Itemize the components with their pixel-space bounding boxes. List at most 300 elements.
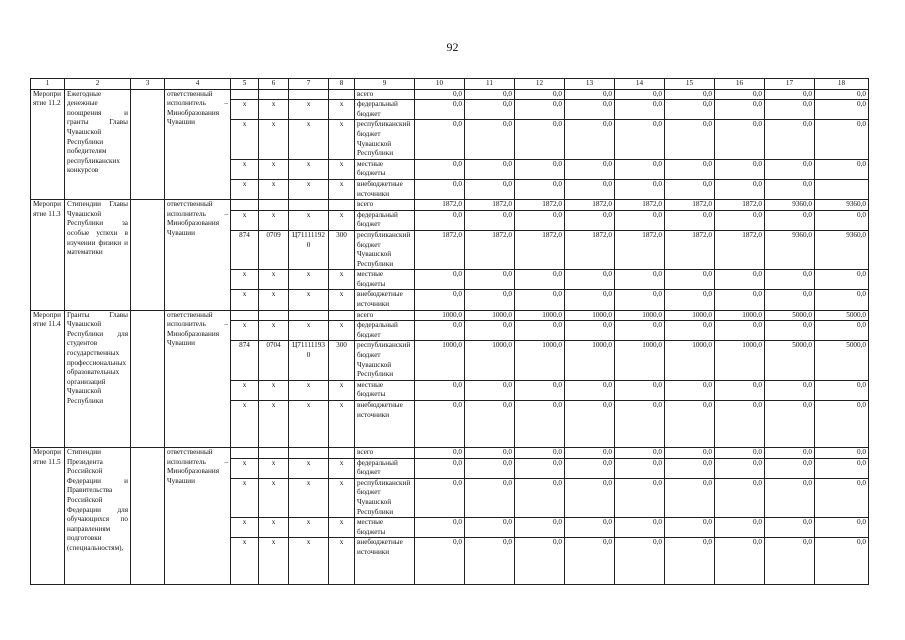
value-cell: 1872,0 [665,200,715,211]
code-cell: x [329,321,355,341]
value-cell: 0,0 [665,120,715,159]
value-cell: 0,0 [415,478,465,517]
column-header: 5 [231,79,259,90]
code-cell: x [231,159,259,179]
source-label: местные бюджеты [355,270,415,290]
source-label: внебюджетные источники [355,179,415,199]
value-cell: 0,0 [765,179,815,199]
value-cell: 0,0 [665,321,715,341]
code-cell: x [329,159,355,179]
value-cell: 0,0 [765,478,815,517]
code-cell: x [289,120,329,159]
value-cell: 0,0 [615,448,665,459]
value-cell: 0,0 [465,448,515,459]
value-cell: 0,0 [465,518,515,538]
value-cell: 1872,0 [415,200,465,211]
value-cell: 0,0 [465,538,515,585]
value-cell: 0,0 [815,270,869,290]
value-cell: 0,0 [565,210,615,230]
value-cell: 1872,0 [665,230,715,269]
code-cell [259,200,289,211]
value-cell: 5000,0 [765,341,815,380]
value-cell: 0,0 [615,321,665,341]
value-cell: 0,0 [515,380,565,400]
value-cell: 0,0 [765,401,815,448]
value-cell: 0,0 [715,518,765,538]
code-cell: x [231,538,259,585]
code-cell: 874 [231,341,259,380]
code-cell: x [231,210,259,230]
value-cell: 0,0 [415,321,465,341]
code-cell: x [231,478,259,517]
value-cell: 0,0 [615,538,665,585]
column-header: 7 [289,79,329,90]
code-cell [329,310,355,321]
code-cell: x [289,179,329,199]
value-cell: 0,0 [415,538,465,585]
code-cell: x [259,210,289,230]
code-cell: x [289,159,329,179]
code-cell: x [231,270,259,290]
code-cell: x [289,290,329,310]
value-cell: 0,0 [615,290,665,310]
value-cell: 0,0 [565,448,615,459]
value-cell: 1000,0 [415,310,465,321]
value-cell: 0,0 [765,518,815,538]
value-cell: 0,0 [565,159,615,179]
value-cell: 0,0 [415,120,465,159]
value-cell: 0,0 [765,89,815,100]
source-label: федеральный бюджет [355,458,415,478]
value-cell: 0,0 [615,159,665,179]
value-cell: 0,0 [765,321,815,341]
source-label: федеральный бюджет [355,210,415,230]
value-cell: 1872,0 [715,230,765,269]
column-header: 10 [415,79,465,90]
value-cell: 9360,0 [815,200,869,211]
value-cell: 0,0 [815,120,869,159]
value-cell: 0,0 [615,120,665,159]
value-cell: 0,0 [465,270,515,290]
value-cell: 0,0 [615,478,665,517]
value-cell: 1872,0 [465,230,515,269]
source-label: внебюджетные источники [355,290,415,310]
code-cell [289,89,329,100]
value-cell: 0,0 [815,290,869,310]
source-label: всего [355,89,415,100]
value-cell: 0,0 [465,100,515,120]
code-cell: x [259,538,289,585]
code-cell: x [259,401,289,448]
code-cell: x [329,270,355,290]
value-cell: 0,0 [665,210,715,230]
value-cell: 0,0 [815,518,869,538]
code-cell: x [289,380,329,400]
value-cell: 1000,0 [715,341,765,380]
column-header: 15 [665,79,715,90]
value-cell: 0,0 [465,179,515,199]
value-cell: 0,0 [665,380,715,400]
value-cell: 0,0 [665,159,715,179]
code-cell: x [259,270,289,290]
value-cell: 0,0 [515,210,565,230]
value-cell: 0,0 [465,380,515,400]
code-cell: x [289,270,329,290]
code-cell: x [289,401,329,448]
code-cell: x [289,321,329,341]
source-label: местные бюджеты [355,159,415,179]
value-cell: 0,0 [515,270,565,290]
code-cell: 300 [329,341,355,380]
code-cell: x [329,120,355,159]
code-cell: 0704 [259,341,289,380]
code-cell: x [231,120,259,159]
value-cell: 0,0 [515,120,565,159]
value-cell: 0,0 [815,448,869,459]
value-cell: 0,0 [815,210,869,230]
value-cell: 0,0 [765,380,815,400]
value-cell: 0,0 [815,458,869,478]
value-cell: 0,0 [765,290,815,310]
value-cell: 0,0 [715,89,765,100]
value-cell: 0,0 [665,100,715,120]
value-cell: 0,0 [715,448,765,459]
code-cell: x [329,380,355,400]
code-cell [259,448,289,459]
value-cell: 0,0 [565,518,615,538]
value-cell: 0,0 [815,321,869,341]
code-cell: x [231,518,259,538]
value-cell: 9360,0 [765,230,815,269]
value-cell: 1000,0 [565,341,615,380]
code-cell: 300 [329,230,355,269]
code-cell: x [231,321,259,341]
code-cell: x [259,458,289,478]
value-cell: 0,0 [415,159,465,179]
value-cell: 1872,0 [615,200,665,211]
value-cell: 0,0 [565,380,615,400]
page-number: 92 [446,40,459,54]
value-cell: 0,0 [665,538,715,585]
value-cell: 0,0 [765,538,815,585]
value-cell: 0,0 [515,321,565,341]
source-label: внебюджетные источники [355,538,415,585]
value-cell: 1000,0 [715,310,765,321]
code-cell: x [231,290,259,310]
code-cell: x [259,159,289,179]
value-cell: 0,0 [565,478,615,517]
value-cell: 0,0 [615,179,665,199]
code-cell: x [259,100,289,120]
code-cell: x [289,518,329,538]
code-cell [329,200,355,211]
value-cell: 0,0 [515,290,565,310]
value-cell: 0,0 [715,321,765,341]
value-cell: 0,0 [465,290,515,310]
source-label: республиканский бюджет Чувашской Республики [355,341,415,380]
executor-cell: ответственный исполнитель – Минобразования Чувашии [165,200,231,311]
value-cell: 0,0 [815,478,869,517]
value-cell: 1872,0 [615,230,665,269]
code-cell [289,310,329,321]
source-label: всего [355,310,415,321]
column-header: 1 [31,79,65,90]
code-cell: x [329,538,355,585]
value-cell: 9360,0 [765,200,815,211]
code-cell: x [259,518,289,538]
value-cell: 1872,0 [415,230,465,269]
code-cell: x [231,179,259,199]
value-cell: 0,0 [715,100,765,120]
value-cell: 0,0 [465,159,515,179]
executor-cell: ответственный исполнитель – Минобразования Чувашии [165,89,231,200]
code-cell [231,89,259,100]
value-cell: 0,0 [765,458,815,478]
value-cell: 0,0 [665,478,715,517]
activity-title: Стипендии Президента Российской Федерации и Правительства Российской Федерации для обучающихся по направлениям подготовки (специальностям), [65,448,131,585]
value-cell: 0,0 [515,458,565,478]
value-cell: 0,0 [515,100,565,120]
source-label: республиканский бюджет Чувашской Республики [355,230,415,269]
value-cell: 0,0 [715,210,765,230]
value-cell: 0,0 [815,380,869,400]
value-cell: 0,0 [615,518,665,538]
code-cell: x [259,321,289,341]
value-cell: 0,0 [415,179,465,199]
column-header: 2 [65,79,131,90]
value-cell: 1872,0 [565,200,615,211]
value-cell: 0,0 [565,321,615,341]
value-cell: 0,0 [415,89,465,100]
column-header: 16 [715,79,765,90]
code-cell [259,310,289,321]
code-cell: x [259,478,289,517]
value-cell: 0,0 [415,210,465,230]
code-cell: x [289,210,329,230]
value-cell: 0,0 [515,89,565,100]
value-cell: 0,0 [415,448,465,459]
value-cell: 5000,0 [815,341,869,380]
value-cell: 0,0 [615,458,665,478]
value-cell: 0,0 [465,478,515,517]
value-cell: 0,0 [615,210,665,230]
empty-cell [131,448,165,585]
value-cell: 0,0 [765,210,815,230]
value-cell: 1000,0 [615,310,665,321]
value-cell: 0,0 [765,100,815,120]
empty-cell [131,200,165,311]
code-cell: x [329,100,355,120]
value-cell: 0,0 [565,89,615,100]
code-cell: x [329,518,355,538]
value-cell: 0,0 [665,89,715,100]
value-cell: 0,0 [615,270,665,290]
code-cell: x [289,538,329,585]
column-header: 8 [329,79,355,90]
value-cell: 0,0 [715,380,765,400]
code-cell: x [259,380,289,400]
value-cell: 0,0 [515,159,565,179]
value-cell [815,179,869,199]
code-cell [329,89,355,100]
value-cell: 0,0 [415,380,465,400]
code-cell: x [329,458,355,478]
code-cell [289,448,329,459]
column-header: 12 [515,79,565,90]
value-cell: 0,0 [665,179,715,199]
code-cell: x [289,478,329,517]
value-cell: 0,0 [615,100,665,120]
source-label: всего [355,200,415,211]
value-cell: 0,0 [715,401,765,448]
value-cell: 5000,0 [815,310,869,321]
value-cell: 0,0 [715,290,765,310]
value-cell: 0,0 [665,270,715,290]
code-cell: x [231,401,259,448]
value-cell: 0,0 [515,448,565,459]
table-row [31,310,869,321]
value-cell: 0,0 [565,290,615,310]
table-row [31,200,869,211]
value-cell: 0,0 [515,518,565,538]
source-label: местные бюджеты [355,380,415,400]
code-cell: x [289,100,329,120]
value-cell: 1872,0 [515,200,565,211]
code-cell [231,310,259,321]
code-cell: Ц711111930 [289,341,329,380]
column-header: 17 [765,79,815,90]
value-cell: 1872,0 [565,230,615,269]
value-cell: 0,0 [415,270,465,290]
column-header: 18 [815,79,869,90]
column-header: 3 [131,79,165,90]
value-cell: 0,0 [765,120,815,159]
column-header: 6 [259,79,289,90]
code-cell: x [231,380,259,400]
value-cell: 0,0 [565,458,615,478]
code-cell [231,448,259,459]
value-cell: 0,0 [665,448,715,459]
source-label: федеральный бюджет [355,100,415,120]
code-cell: x [329,210,355,230]
value-cell: 1000,0 [565,310,615,321]
code-cell: x [329,179,355,199]
value-cell: 0,0 [465,458,515,478]
empty-cell [131,310,165,447]
value-cell: 5000,0 [765,310,815,321]
column-header: 9 [355,79,415,90]
value-cell: 0,0 [515,538,565,585]
code-cell: x [231,458,259,478]
value-cell: 0,0 [465,120,515,159]
code-cell: x [231,100,259,120]
activity-title: Гранты Главы Чувашской Республики для студентов государственных профессиональных образовательных организаций Чувашской Республики [65,310,131,447]
value-cell: 9360,0 [815,230,869,269]
code-cell: x [289,458,329,478]
empty-cell [131,89,165,200]
code-cell: x [329,478,355,517]
value-cell: 0,0 [815,538,869,585]
source-label: всего [355,448,415,459]
value-cell: 0,0 [615,380,665,400]
activity-title: Стипендии Главы Чувашской Республики за особые успехи в изучении физики и математики [65,200,131,311]
code-cell [289,200,329,211]
value-cell: 1000,0 [415,341,465,380]
code-cell [259,89,289,100]
value-cell: 0,0 [565,179,615,199]
column-header: 4 [165,79,231,90]
value-cell: 0,0 [565,401,615,448]
activity-id: Мероприятие 11.5 [31,448,65,585]
table-row [31,448,869,459]
value-cell: 0,0 [415,401,465,448]
value-cell: 0,0 [465,401,515,448]
value-cell: 0,0 [415,100,465,120]
value-cell: 0,0 [665,458,715,478]
activity-id: Мероприятие 11.4 [31,310,65,447]
budget-table [30,78,869,585]
value-cell: 1000,0 [465,341,515,380]
source-label: федеральный бюджет [355,321,415,341]
value-cell: 0,0 [765,159,815,179]
value-cell: 0,0 [565,100,615,120]
value-cell: 0,0 [815,100,869,120]
value-cell: 0,0 [715,270,765,290]
value-cell: 0,0 [415,290,465,310]
value-cell: 0,0 [715,179,765,199]
value-cell: 0,0 [765,448,815,459]
code-cell [231,200,259,211]
code-cell: x [259,179,289,199]
executor-cell: ответственный исполнитель – Минобразования Чувашии [165,448,231,585]
value-cell: 0,0 [565,120,615,159]
value-cell: 0,0 [465,321,515,341]
value-cell: 1872,0 [715,200,765,211]
value-cell: 0,0 [615,89,665,100]
value-cell: 1000,0 [515,310,565,321]
value-cell: 1000,0 [615,341,665,380]
value-cell: 0,0 [715,458,765,478]
code-cell: 874 [231,230,259,269]
column-header: 11 [465,79,515,90]
code-cell: x [259,120,289,159]
value-cell: 0,0 [465,89,515,100]
code-cell: x [259,290,289,310]
value-cell: 1872,0 [465,200,515,211]
code-cell: x [329,401,355,448]
value-cell: 0,0 [465,210,515,230]
value-cell: 0,0 [815,401,869,448]
code-cell: 0709 [259,230,289,269]
value-cell: 0,0 [565,538,615,585]
value-cell: 0,0 [415,518,465,538]
value-cell: 0,0 [665,518,715,538]
value-cell: 1000,0 [465,310,515,321]
value-cell: 0,0 [665,401,715,448]
source-label: местные бюджеты [355,518,415,538]
value-cell: 1872,0 [515,230,565,269]
value-cell: 0,0 [515,179,565,199]
value-cell: 1000,0 [515,341,565,380]
value-cell: 0,0 [815,89,869,100]
code-cell [329,448,355,459]
header-row [31,79,869,90]
value-cell: 0,0 [615,401,665,448]
source-label: республиканский бюджет Чувашской Республики [355,120,415,159]
value-cell: 0,0 [715,538,765,585]
activity-id: Мероприятие 11.2 [31,89,65,200]
source-label: республиканский бюджет Чувашской Республики [355,478,415,517]
